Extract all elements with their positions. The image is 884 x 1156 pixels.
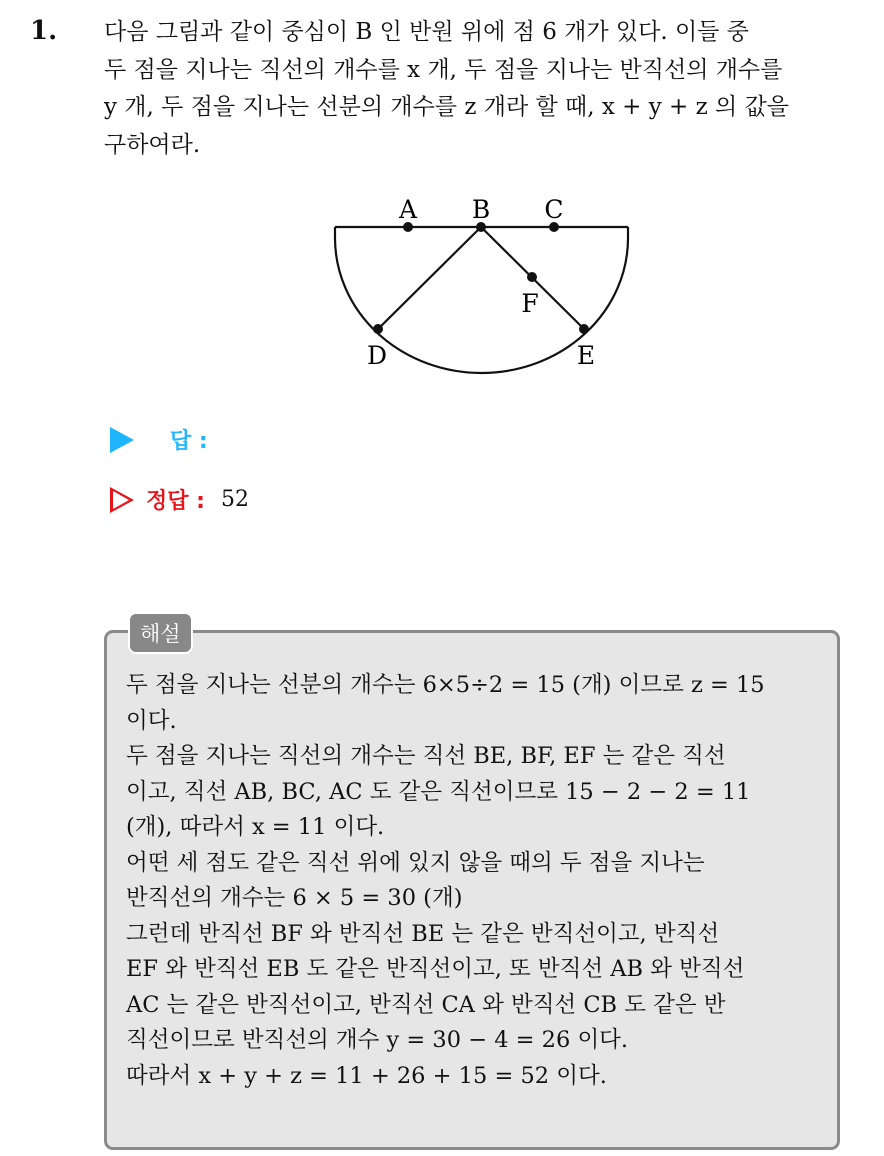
point-f xyxy=(527,272,537,282)
solution-text xyxy=(126,668,830,1094)
play-outline-icon xyxy=(110,487,134,513)
label-b: B xyxy=(471,195,491,224)
label-f: F xyxy=(521,289,539,318)
solution-line: 두 점을 지나는 선분의 개수는 6×5÷2 = 15 (개) 이므로 z = 15 xyxy=(126,672,765,698)
point-d xyxy=(373,324,383,334)
question-line: 다음 그림과 같이 중심이 B 인 반원 위에 점 6 개가 있다. 이들 중 xyxy=(104,19,749,45)
question-line: 두 점을 지나는 직선의 개수를 x 개, 두 점을 지나는 반직선의 개수를 xyxy=(104,56,783,83)
question-number: 1. xyxy=(30,16,58,46)
solution-tag: 해설 xyxy=(128,612,193,654)
answer-row xyxy=(110,424,208,455)
correct-answer-value: 52 xyxy=(220,487,249,512)
label-d: D xyxy=(366,341,388,370)
question-line: y 개, 두 점을 지나는 선분의 개수를 z 개라 할 때, x + y + z 의 값을 xyxy=(104,94,790,120)
solution-line: 따라서 x + y + z = 11 + 26 + 15 = 52 이다. xyxy=(126,1062,607,1089)
question-text xyxy=(104,14,864,164)
correct-answer-row xyxy=(110,484,249,515)
solution-line: 그런데 반직선 BF 와 반직선 BE 는 같은 반직선이고, 반직선 xyxy=(126,920,720,947)
segment-bd xyxy=(378,227,481,329)
solution-line: 두 점을 지나는 직선의 개수는 직선 BE, BF, EF 는 같은 직선 xyxy=(126,743,726,769)
label-a: A xyxy=(398,195,418,224)
solution-line: 이고, 직선 AB, BC, AC 도 같은 직선이므로 15 − 2 − 2 = 11 xyxy=(126,778,751,805)
correct-answer-label: 정답 : xyxy=(146,489,205,514)
solution-line: 반직선의 개수는 6 × 5 = 30 (개) xyxy=(126,885,463,911)
label-c: C xyxy=(544,195,564,224)
semicircle-figure xyxy=(320,188,650,378)
solution-line: 이다. xyxy=(126,707,177,734)
solution-line: AC 는 같은 반직선이고, 반직선 CA 와 반직선 CB 도 같은 반 xyxy=(126,991,726,1018)
point-e xyxy=(579,324,589,334)
question-line: 구하여라. xyxy=(104,131,201,158)
solution-line: 직선이므로 반직선의 개수 y = 30 − 4 = 26 이다. xyxy=(126,1027,629,1053)
play-icon xyxy=(110,427,134,453)
solution-line: 어떤 세 점도 같은 직선 위에 있지 않을 때의 두 점을 지나는 xyxy=(126,849,705,876)
solution-line: (개), 따라서 x = 11 이다. xyxy=(126,814,385,840)
answer-label: 답 : xyxy=(170,429,208,454)
label-e: E xyxy=(576,341,596,370)
solution-line: EF 와 반직선 EB 도 같은 반직선이고, 또 반직선 AB 와 반직선 xyxy=(126,956,745,982)
